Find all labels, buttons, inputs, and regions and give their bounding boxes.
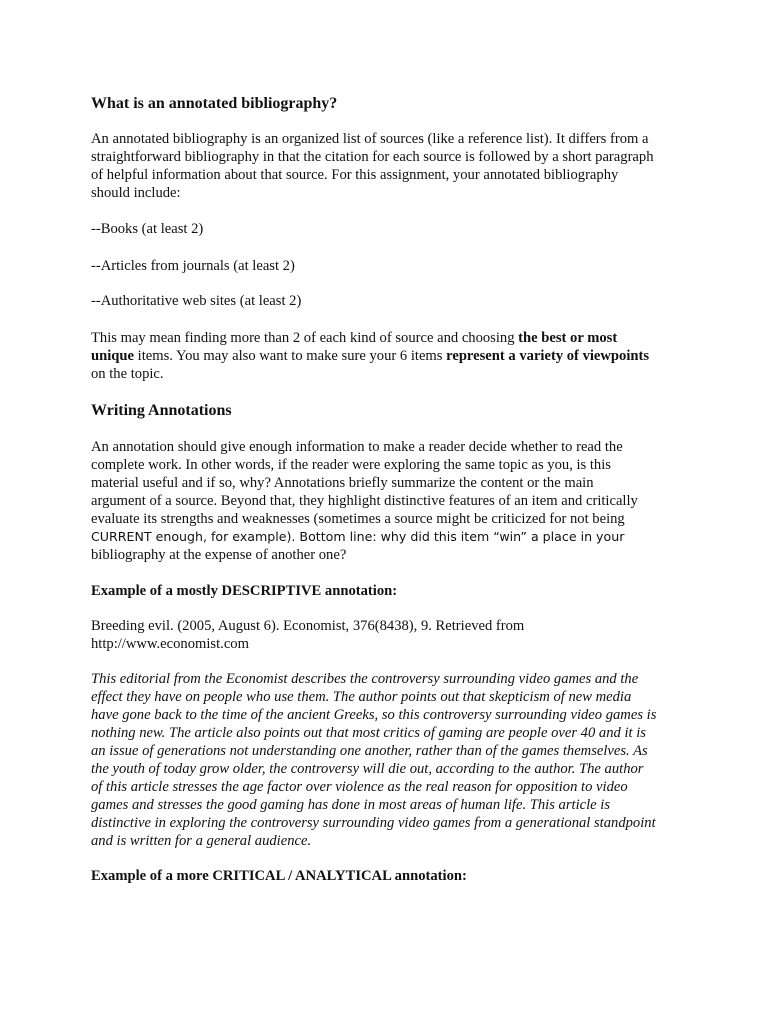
citation-line: Breeding evil. (2005, August 6). Economist, 376(8438), 9. Retrieved from — [91, 618, 525, 634]
writing-line: complete work. In other words, if the reader were exploring the same topic as you, is this — [91, 457, 611, 473]
writing-paragraph — [91, 438, 691, 564]
annotation-line: This editorial from the Economist describes the controversy surrounding video games and the — [91, 671, 639, 687]
descriptive-annotation — [91, 670, 691, 850]
annotation-line: have gone back to the time of the ancient Greeks, so this controversy surrounding video games is — [91, 707, 657, 723]
example-critical-heading: Example of a more CRITICAL / ANALYTICAL annotation: — [91, 868, 467, 884]
text-run: This may mean finding more than 2 of each kind of source and choosing — [91, 330, 519, 346]
bold-run: the best or most — [518, 330, 618, 346]
annotation-line: effect they have on people who use them. The author points out that skepticism of new media — [91, 689, 632, 705]
writing-line: CURRENT enough, for example). Bottom line: why did this item “win” a place in your — [91, 529, 625, 544]
annotation-line: the youth of today grow older, the controversy will die out, according to the author. The author — [91, 761, 644, 777]
text-run: items. You may also want to make sure your 6 items — [134, 348, 447, 364]
annotation-line: of this article stresses the age factor over violence as the real reason for opposition to video — [91, 779, 628, 795]
annotation-line: distinctive in exploring the controversy surrounding video games from a generational standpoint — [91, 815, 656, 831]
annotation-line: and is written for a general audience. — [91, 833, 312, 849]
variety-line — [91, 347, 691, 365]
annotation-line: games and stresses the good gaming has done in most areas of human life. This article is — [91, 797, 611, 813]
variety-paragraph — [91, 329, 691, 383]
variety-line: on the topic. — [91, 366, 164, 382]
bold-run: unique — [91, 348, 134, 364]
intro-paragraph — [91, 130, 691, 202]
bullet-web-sites: --Authoritative web sites (at least 2) — [91, 293, 302, 309]
bold-run: represent a variety of viewpoints — [446, 348, 650, 364]
citation — [91, 617, 691, 653]
heading-annotated-bibliography: What is an annotated bibliography? — [91, 95, 338, 112]
intro-line: of helpful information about that source. For this assignment, your annotated bibliography — [91, 167, 619, 183]
example-descriptive-heading: Example of a mostly DESCRIPTIVE annotation: — [91, 583, 398, 599]
intro-line: An annotated bibliography is an organized list of sources (like a reference list). It differs from a — [91, 131, 649, 147]
bullet-books: --Books (at least 2) — [91, 221, 204, 237]
citation-line: http://www.economist.com — [91, 636, 249, 652]
writing-line: bibliography at the expense of another one? — [91, 547, 347, 563]
writing-line: material useful and if so, why? Annotations briefly summarize the content or the main — [91, 475, 594, 491]
annotation-line: an issue of generations not understanding one another, rather than of the games themselves. As — [91, 743, 648, 759]
variety-line — [91, 329, 691, 347]
intro-line: should include: — [91, 185, 181, 201]
writing-line: evaluate its strengths and weaknesses (sometimes a source might be criticized for not being — [91, 511, 625, 527]
annotation-line: nothing new. The article also points out that most critics of gaming are people over 40 and it is — [91, 725, 646, 741]
writing-line: argument of a source. Beyond that, they highlight distinctive features of an item and critically — [91, 493, 638, 509]
intro-line: straightforward bibliography in that the citation for each source is followed by a short paragraph — [91, 149, 654, 165]
heading-writing-annotations: Writing Annotations — [91, 402, 232, 419]
writing-line: An annotation should give enough information to make a reader decide whether to read the — [91, 439, 623, 455]
bullet-articles: --Articles from journals (at least 2) — [91, 258, 295, 274]
